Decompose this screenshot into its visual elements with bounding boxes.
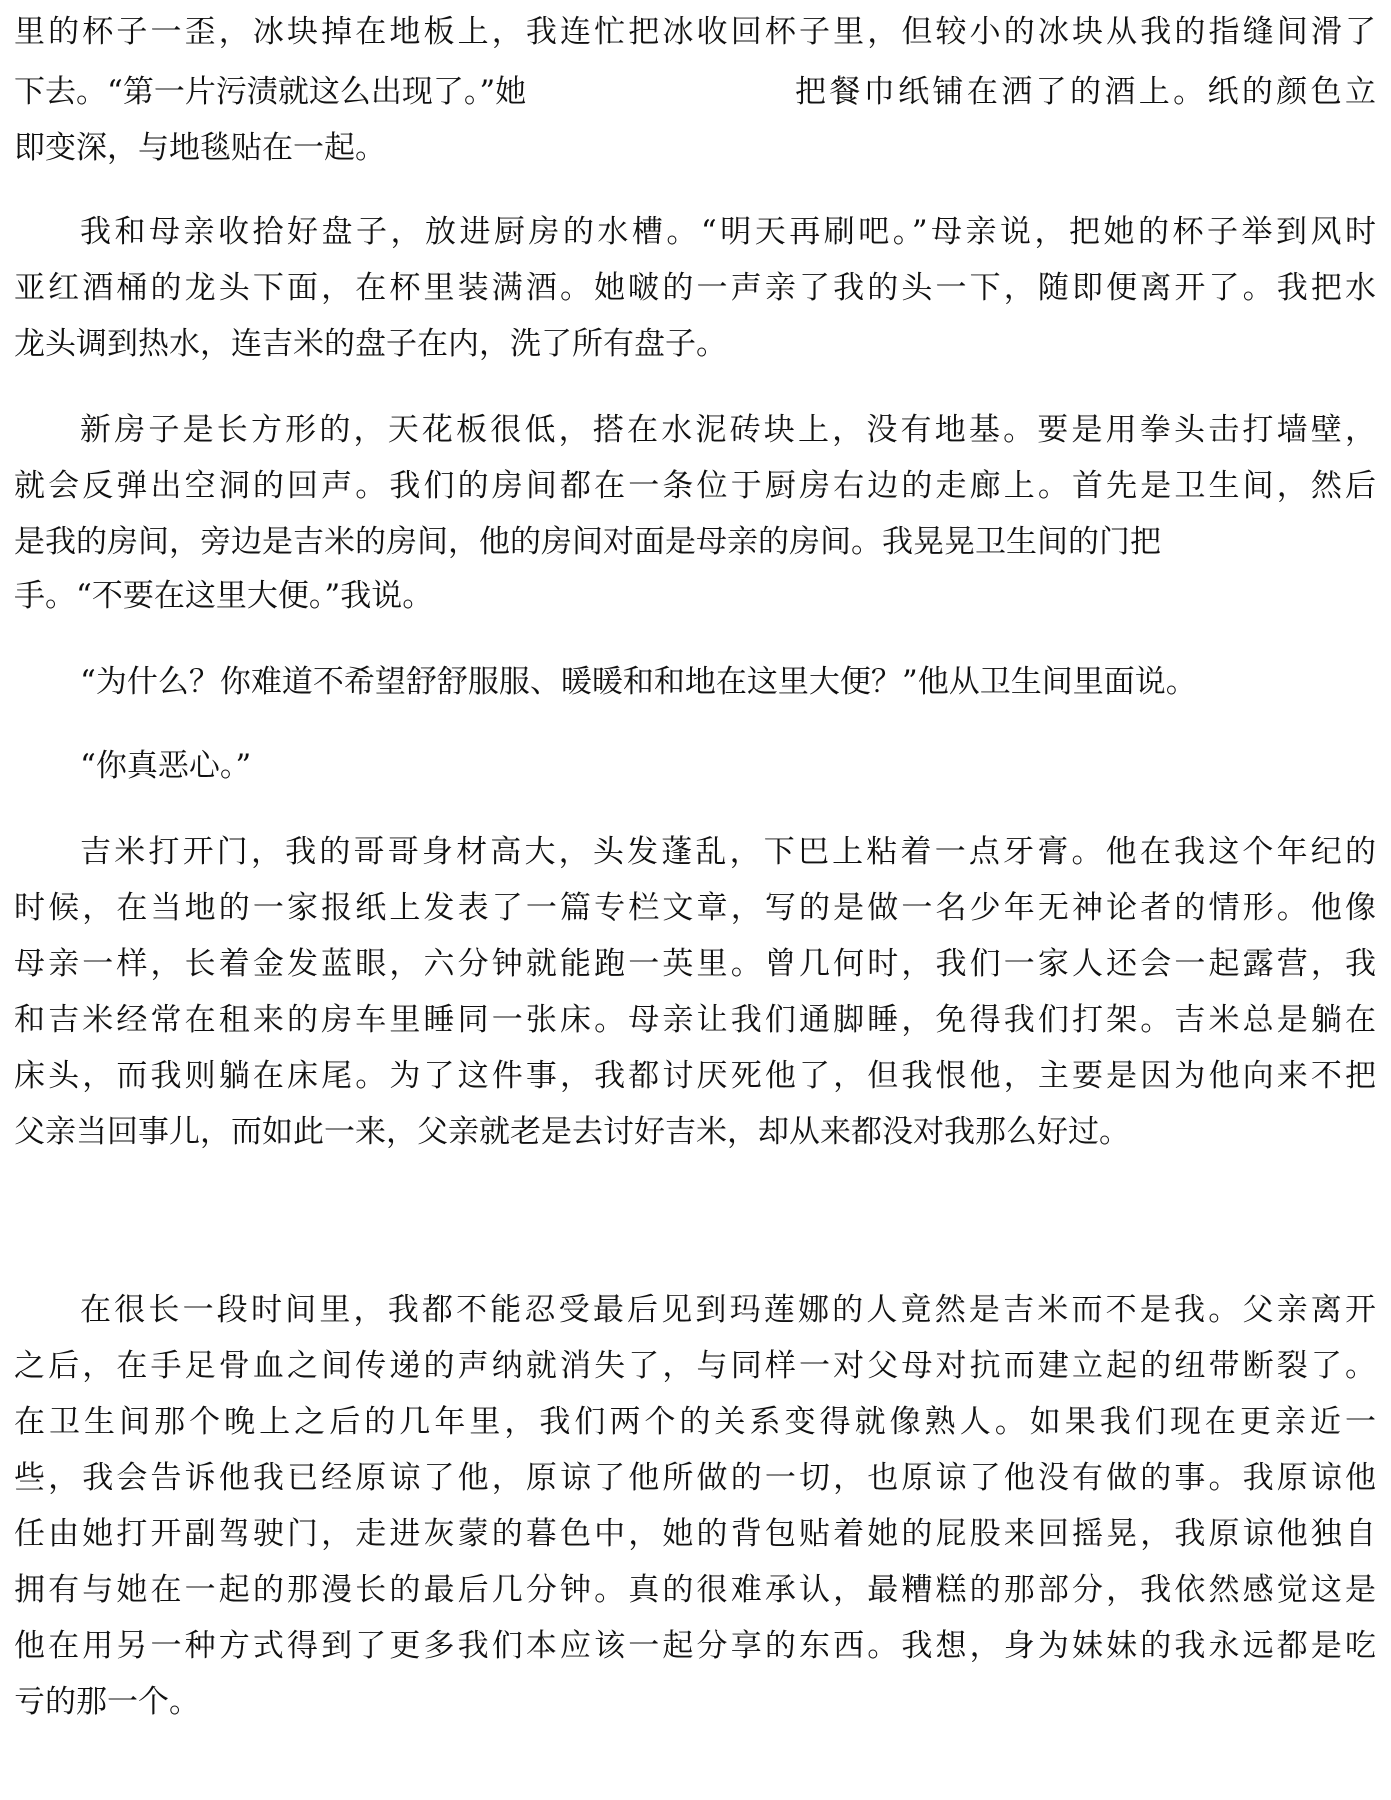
text-line: “为什么？你难道不希望舒舒服服、暖暖和和地在这里大便？”他从卫生间里面说。 [80, 664, 1197, 700]
text-line: 和吉米经常在租来的房车里睡同一张床。母亲让我们通脚睡，免得我们打架。吉米总是躺在 [14, 1002, 1376, 1038]
text-line: 即变深，与地毯贴在一起。 [14, 130, 386, 166]
text-line: 床头，而我则躺在床尾。为了这件事，我都讨厌死他了，但我恨他，主要是因为他向来不把 [14, 1058, 1376, 1094]
text-line: 里的杯子一歪，冰块掉在地板上，我连忙把冰收回杯子里，但较小的冰块从我的指缝间滑了 [14, 14, 1376, 50]
text-line: 亏的那一个。 [14, 1684, 200, 1720]
text-line: 他在用另一种方式得到了更多我们本应该一起分享的东西。我想，身为妹妹的我永远都是吃 [14, 1628, 1376, 1664]
text-line: 任由她打开副驾驶门，走进灰蒙的暮色中，她的背包贴着她的屁股来回摇晃，我原谅他独自 [14, 1516, 1376, 1552]
text-line: 之后，在手足骨血之间传递的声纳就消失了，与同样一对父母对抗而建立起的纽带断裂了。 [14, 1348, 1376, 1384]
text-line: “你真恶心。” [80, 748, 252, 784]
text-line: 新房子是长方形的，天花板很低，搭在水泥砖块上，没有地基。要是用拳头击打墙壁， [80, 412, 1376, 448]
text-line: 下去。“第一片污渍就这么出现了。”她 [14, 74, 527, 110]
text-line: 母亲一样，长着金发蓝眼，六分钟就能跑一英里。曾几何时，我们一家人还会一起露营，我 [14, 946, 1376, 982]
text-line: 些，我会告诉他我已经原谅了他，原谅了他所做的一切，也原谅了他没有做的事。我原谅他 [14, 1460, 1376, 1496]
text-line: 拥有与她在一起的那漫长的最后几分钟。真的很难承认，最糟糕的那部分，我依然感觉这是 [14, 1572, 1376, 1608]
text-line: 父亲当回事儿，而如此一来，父亲就老是去讨好吉米，却从来都没对我那么好过。 [14, 1114, 1130, 1150]
text-line: 时候，在当地的一家报纸上发表了一篇专栏文章，写的是做一名少年无神论者的情形。他像 [14, 890, 1376, 926]
text-line: 吉米打开门，我的哥哥身材高大，头发蓬乱，下巴上粘着一点牙膏。他在我这个年纪的 [80, 834, 1376, 870]
text-line: 在卫生间那个晚上之后的几年里，我们两个的关系变得就像熟人。如果我们现在更亲近一 [14, 1404, 1376, 1440]
text-line: 手。“不要在这里大便。”我说。 [14, 578, 434, 614]
text-line: 我和母亲收拾好盘子，放进厨房的水槽。“明天再刷吧。”母亲说，把她的杯子举到风时 [80, 214, 1376, 250]
text-line: 亚红酒桶的龙头下面，在杯里装满酒。她啵的一声亲了我的头一下，随即便离开了。我把水 [14, 270, 1376, 306]
text-line: 把餐巾纸铺在洒了的酒上。纸的颜色立 [795, 74, 1376, 110]
text-line: 就会反弹出空洞的回声。我们的房间都在一条位于厨房右边的走廊上。首先是卫生间，然后 [14, 468, 1376, 504]
text-line: 是我的房间，旁边是吉米的房间，他的房间对面是母亲的房间。我晃晃卫生间的门把 [14, 524, 1161, 560]
text-line: 在很长一段时间里，我都不能忍受最后见到玛莲娜的人竟然是吉米而不是我。父亲离开 [80, 1292, 1376, 1328]
text-line: 龙头调到热水，连吉米的盘子在内，洗了所有盘子。 [14, 326, 727, 362]
